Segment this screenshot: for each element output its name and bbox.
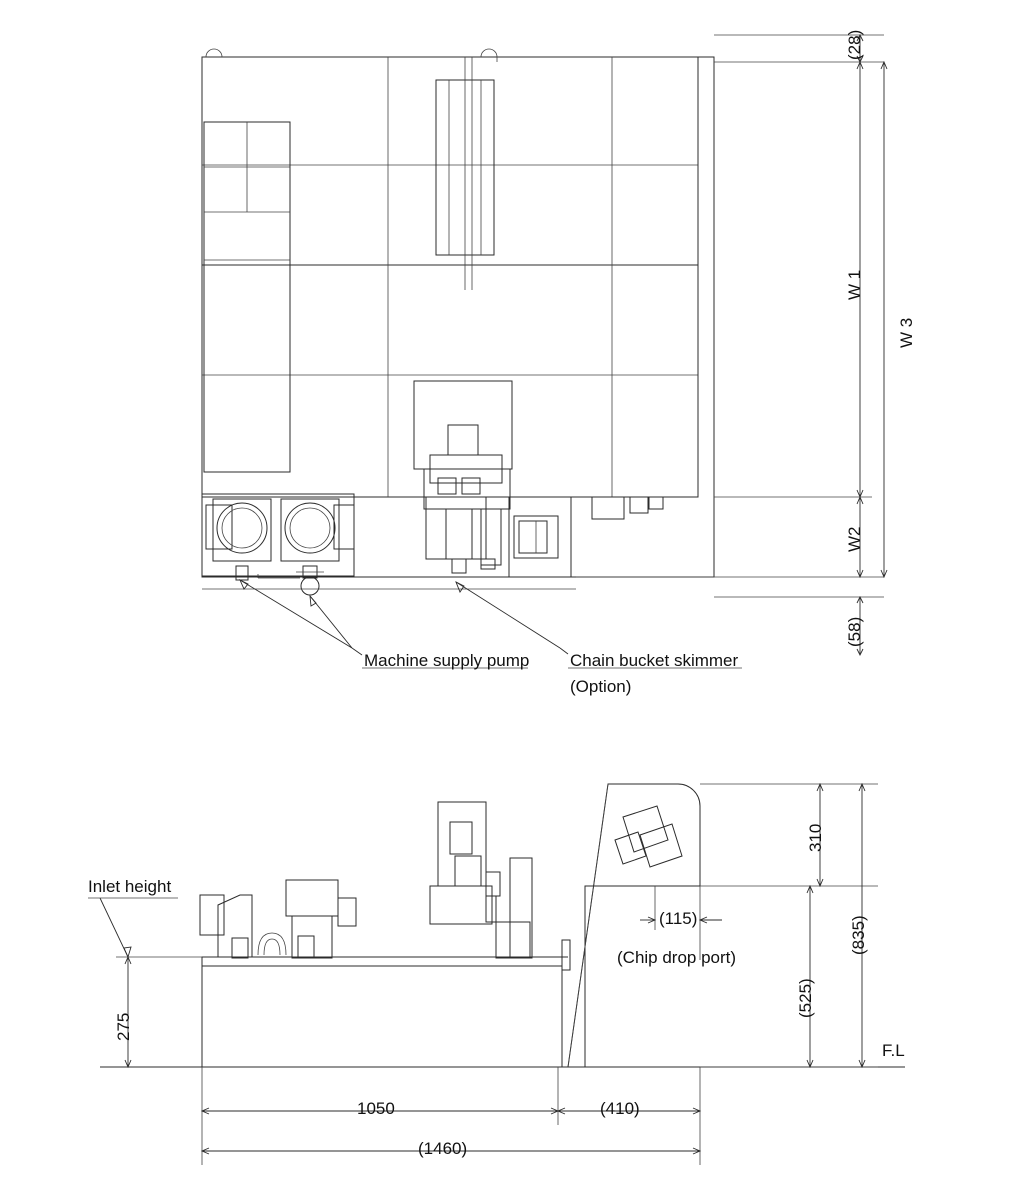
dim-1460-label: (1460)	[418, 1139, 468, 1158]
dim-275-label: 275	[114, 1012, 133, 1041]
dim-310-label: 310	[806, 823, 825, 852]
dim-115-label: (115)	[659, 909, 698, 928]
dim-835-label: (835)	[849, 915, 868, 955]
callout-machine-supply-pump: Machine supply pump	[364, 651, 530, 670]
dim-w1-label: W 1	[845, 269, 864, 300]
dim-28-label: (28)	[845, 29, 864, 60]
dim-410-label: (410)	[600, 1099, 640, 1118]
callout-chain-bucket-skimmer-line1: Chain bucket skimmer	[570, 651, 739, 670]
top-view-geometry	[202, 49, 714, 595]
dim-w3-label: W 3	[897, 317, 916, 348]
front-view-geometry	[200, 784, 700, 1067]
dim-525-label: (525)	[796, 978, 815, 1018]
dim-1050-label: 1050	[357, 1099, 395, 1118]
callout-inlet-height: Inlet height	[88, 877, 172, 896]
callout-chip-drop-port: (Chip drop port)	[617, 948, 737, 967]
callout-chain-bucket-skimmer-line2: (Option)	[570, 677, 632, 696]
floor-line-label: F.L	[882, 1041, 905, 1060]
dim-w2-label: W2	[845, 526, 864, 552]
dim-58-label: (58)	[845, 616, 864, 647]
